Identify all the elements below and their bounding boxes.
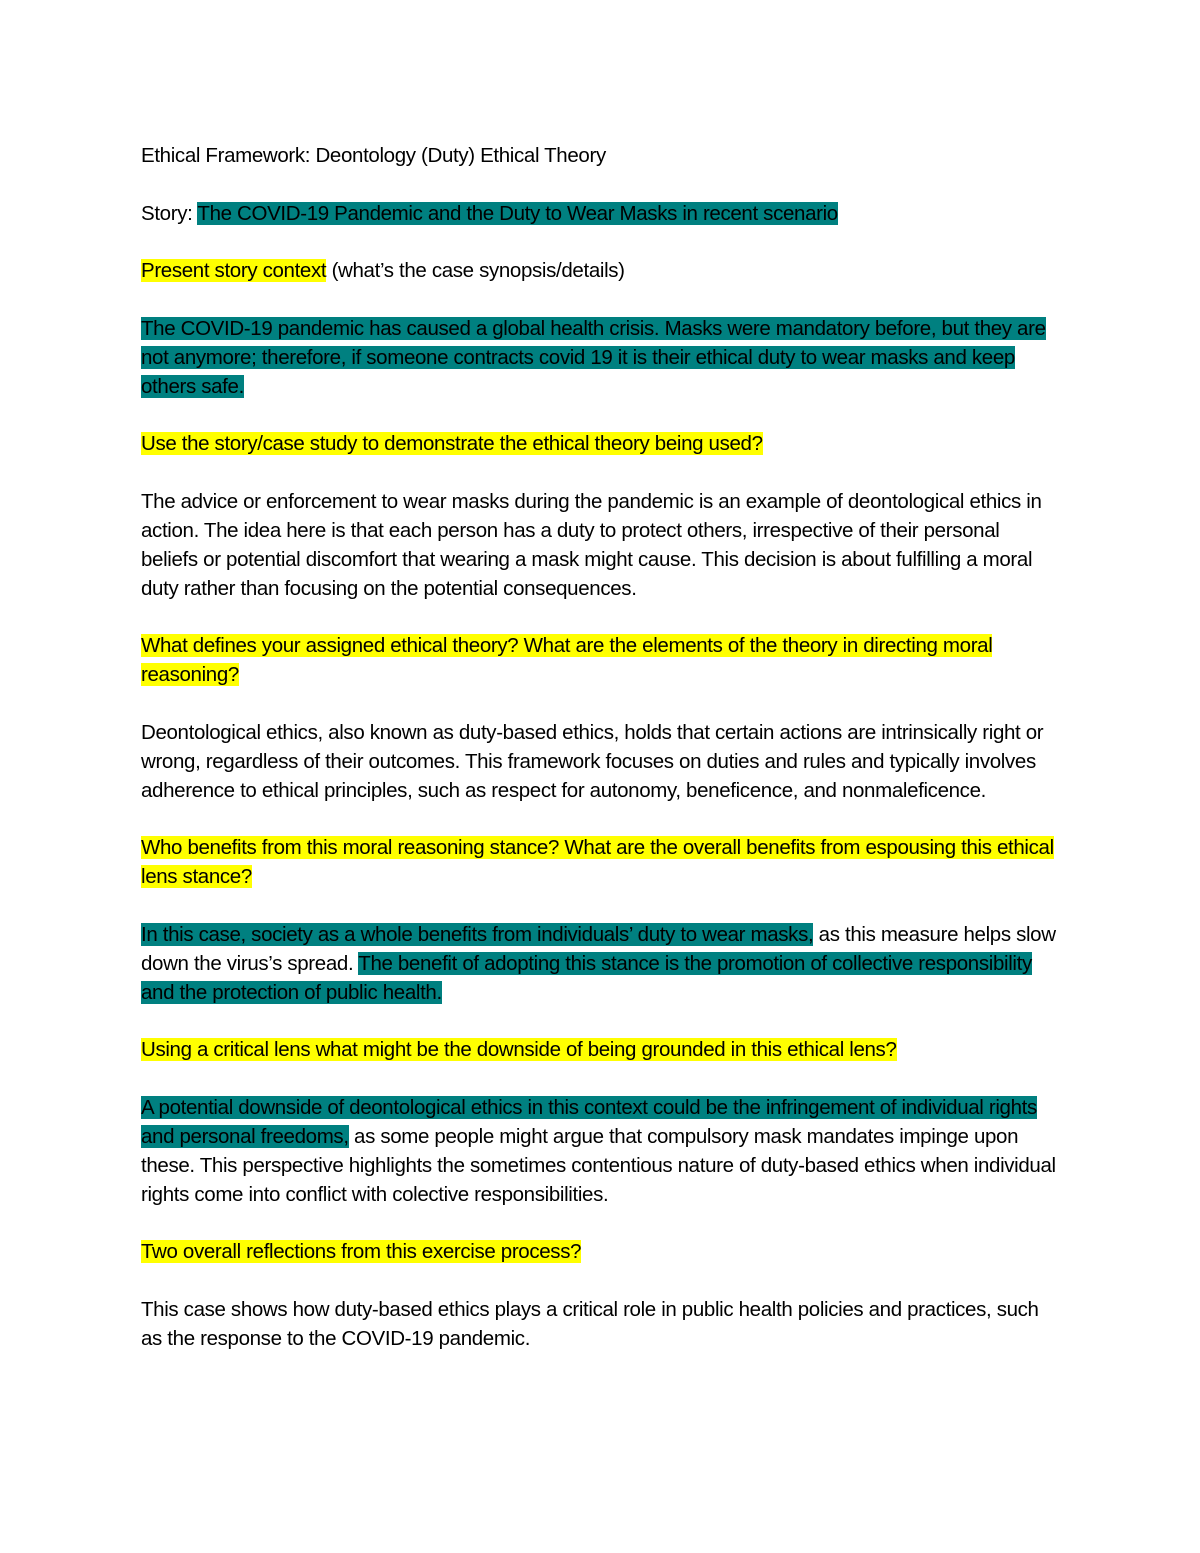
demonstrate-answer-text: The advice or enforcement to wear masks during the pandemic is an example of deontological ethics in action. The idea here is that each person has a duty to protect others, irrespective of their personal beliefs or potential discomfort that wearing a mask might cause. This decision is about fulfilling a moral duty rather than focusing on the potential consequences. <box>141 489 1042 600</box>
benefits-prompt-text: Who benefits from this moral reasoning stance? What are the overall benefits from espousing this ethical lens stance? <box>141 836 1054 888</box>
defines-answer <box>141 718 1061 805</box>
reflections-answer-text: This case shows how duty-based ethics plays a critical role in public health policies and practices, such as the response to the COVID-19 pandemic. <box>141 1297 1039 1350</box>
story-title: The COVID-19 Pandemic and the Duty to Wear Masks in recent scenario <box>197 201 838 225</box>
context-prompt <box>141 256 1061 285</box>
downside-answer <box>141 1093 1061 1209</box>
framework-line: Ethical Framework: Deontology (Duty) Ethical Theory <box>141 144 606 167</box>
context-answer <box>141 314 1061 401</box>
benefits-answer-part3: The benefit of adopting this stance is the promotion of collective responsibility and the protection of public health. <box>141 951 1032 1004</box>
reflections-prompt <box>141 1237 1061 1266</box>
context-prompt-suffix: (what’s the case synopsis/details) <box>326 259 625 282</box>
story-line <box>141 199 1061 228</box>
downside-answer-part1: A potential downside of deontological ethics in this context could be the infringement of individual rights and personal freedoms, <box>141 1095 1037 1148</box>
downside-answer-part2: as some people might argue that compulsory mask mandates impinge upon these. This perspective highlights the sometimes contentious nature of duty-based ethics when individual rights come into conflict with colective responsibilities. <box>141 1124 1056 1206</box>
downside-prompt <box>141 1035 1061 1064</box>
downside-prompt-text: Using a critical lens what might be the downside of being grounded in this ethical lens? <box>141 1038 897 1061</box>
document-page <box>141 141 1061 1381</box>
context-answer-text: The COVID-19 pandemic has caused a global health crisis. Masks were mandatory before, but they are not anymore; therefore, if someone contracts covid 19 it is their ethical duty to wear masks and keep others safe. <box>141 316 1046 398</box>
reflections-prompt-text: Two overall reflections from this exercise process? <box>141 1240 582 1263</box>
demonstrate-prompt-text: Use the story/case study to demonstrate the ethical theory being used? <box>141 432 763 455</box>
context-prompt-text: Present story context <box>141 259 327 282</box>
benefits-answer-part1: In this case, society as a whole benefits from individuals’ duty to wear masks, <box>141 922 814 946</box>
demonstrate-answer <box>141 487 1061 603</box>
framework-heading <box>141 141 1061 170</box>
benefits-prompt <box>141 833 1061 891</box>
demonstrate-prompt <box>141 429 1061 458</box>
story-label: Story: <box>141 201 198 225</box>
benefits-answer-part2: as this measure helps slow down the virus’s spread. <box>141 922 1056 975</box>
defines-prompt-text: What defines your assigned ethical theory? What are the elements of the theory in directing moral reasoning? <box>141 634 993 686</box>
defines-prompt <box>141 631 1061 689</box>
defines-answer-text: Deontological ethics, also known as duty-based ethics, holds that certain actions are intrinsically right or wrong, regardless of their outcomes. This framework focuses on duties and rules and typically involves adherence to ethical principles, such as respect for autonomy, beneficence, and nonmaleficence. <box>141 720 1044 802</box>
reflections-answer <box>141 1295 1061 1353</box>
benefits-answer <box>141 920 1061 1007</box>
